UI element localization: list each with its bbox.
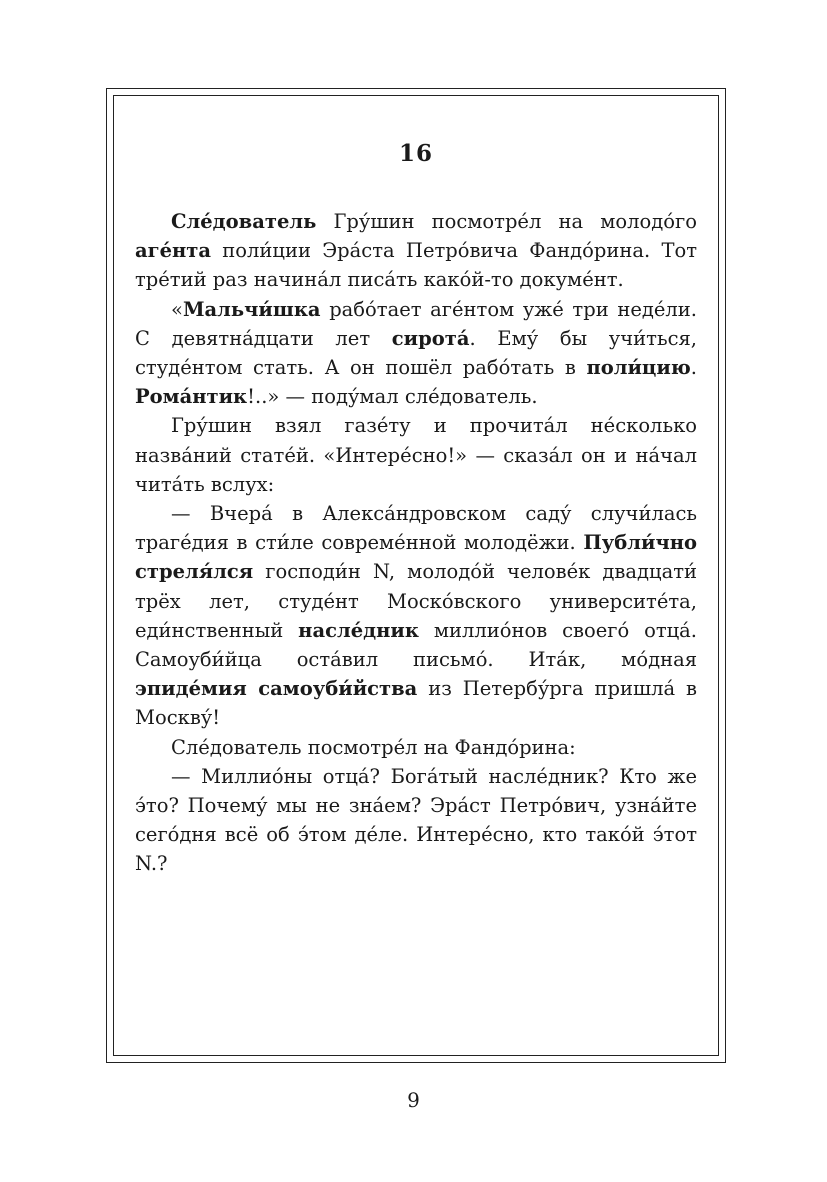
text-run: — Вчера́ в Алекса́ндровском саду́ случи́лась траге́дия в сти́ле совреме́нной молодёжи. [135,502,697,555]
bold-term: насле́дник [298,618,419,642]
page-content [135,140,697,879]
bold-term: аге́нта [135,239,211,263]
paragraph [135,733,697,762]
paragraph [135,411,697,499]
page-number: 9 [407,1088,420,1112]
bold-term: эпиде́мия самоуби́йства [135,677,418,701]
text-run: из Петербу́рга пришла́ в Москву́! [135,677,697,730]
text-run: — Миллио́ны отца́? Бога́тый насле́дник? Кто же э́то? Почему́ мы не зна́ем? Эра́ст Петро́вич, узна́йте сего́дня всё об э́том де́ле. Интере́сно, кто тако́й э́тот N.? [135,764,697,876]
paragraph [135,499,697,733]
text-run: поли́ции Эра́ста Петро́вича Фандо́рина. Тот тре́тий раз начина́л писа́ть како́й-то докуме́нт. [135,239,697,292]
paragraph [135,207,697,295]
bold-term: Рома́нтик [135,385,248,409]
bold-term: поли́цию [586,356,691,380]
text-run: Гру́шин посмотре́л на молодо́го [316,210,697,233]
text-run: !..» — поду́мал сле́дователь. [247,385,538,409]
bold-term: Мальчи́шка [182,297,321,321]
bold-term: Публи́чно стреля́лся [135,531,697,584]
text-run: Сле́дователь посмотре́л на Фандо́рина: [171,735,576,759]
text-run: миллио́нов своего́ отца́. Самоуби́йца оста́вил письмо́. Ита́к, мо́дная [135,618,698,672]
text-run: . [690,356,697,380]
text-run: . Ему́ бы учи́ться, студе́нтом стать. А он пошёл рабо́тать в [135,326,697,380]
text-body [135,207,697,879]
paragraph [135,762,697,879]
bold-term: Сле́дователь [171,210,317,233]
text-run: рабо́тает аге́нтом уже́ три неде́ли. С девятна́дцати лет [135,297,697,350]
chapter-number: 16 [398,140,433,167]
text-run: « [171,297,183,321]
text-run: Гру́шин взял газе́ту и прочита́л не́сколько назва́ний стате́й. «Интере́сно!» — сказа́л он и на́чал чита́ть вслух: [135,414,697,496]
paragraph [135,295,697,412]
text-run: господи́н N, молодо́й челове́к двадцати́ трёх лет, студе́нт Моско́вского университе́та, еди́нственный [135,560,697,642]
bold-term: сирота́ [391,326,470,350]
